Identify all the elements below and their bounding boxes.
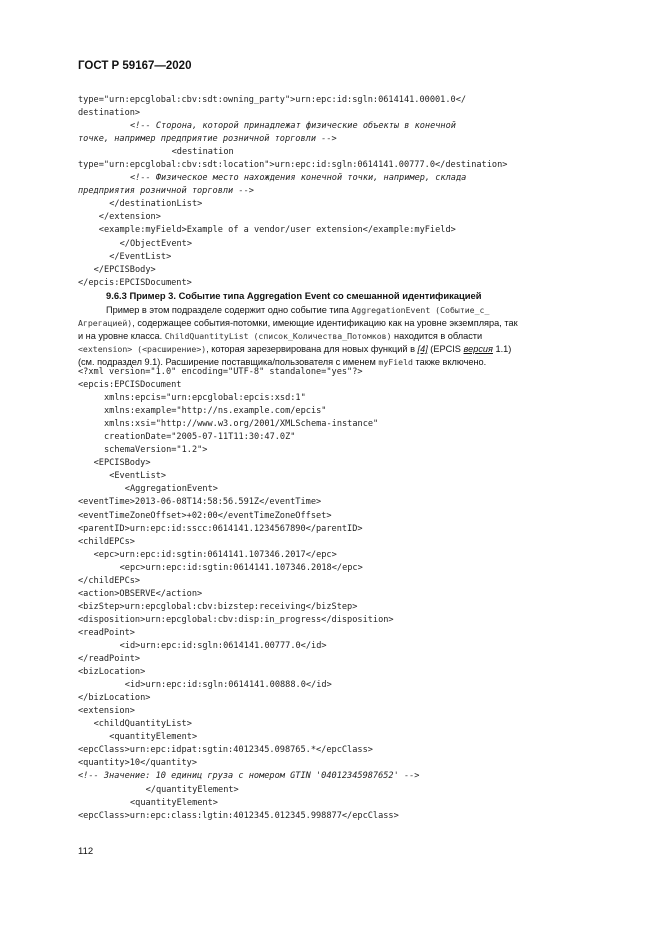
paragraph-line-2 (78, 317, 619, 330)
code-line: <!-- Сторона, которой принадлежат физические объекты в конечной (130, 121, 456, 132)
code-line: <childQuantityList> (93, 719, 192, 730)
inline-code: AggregationEvent (Событие_с_ (351, 305, 490, 315)
code-line: type="urn:epcglobal:cbv:sdt:owning_party">urn:epc:id:sgln:0614141.00001.0</ (78, 95, 467, 105)
code-line: <EPCISBody> (93, 458, 151, 469)
code-line: <readPoint> (78, 627, 135, 638)
code-line: <epc>urn:epc:id:sgtin:0614141.107346.2017</epc> (93, 549, 337, 560)
code-line: <id>urn:epc:id:sgln:0614141.00777.0</id> (119, 640, 327, 651)
code-block-2 (78, 366, 623, 823)
code-line: </childEPCs> (78, 575, 141, 586)
paragraph-line-4 (78, 343, 619, 356)
paragraph-text: также включено. (412, 357, 487, 367)
code-line: <eventTimeZoneOffset>+02:00</eventTimeZoneOffset> (78, 510, 332, 521)
code-line: </ObjectEvent> (119, 238, 193, 249)
section-title: 9.6.3 Пример 3. Событие типа Aggregation Event со смешанной идентификацией (106, 290, 482, 301)
code-line: destination> (78, 108, 141, 119)
code-line: <bizStep>urn:epcglobal:cbv:bizstep:receiving</bizStep> (78, 601, 358, 612)
code-line: <example:myField>Example of a vendor/user extension</example:myField> (98, 225, 456, 236)
paragraph-text: Пример в этом подразделе содержит одно событие типа (106, 305, 352, 315)
code-line: <destination (171, 147, 234, 158)
code-line: </quantityElement> (145, 784, 239, 795)
code-line: <epcClass>urn:epc:idpat:sgtin:4012345.098765.*</epcClass> (78, 745, 373, 756)
code-line: </EPCISBody> (93, 264, 156, 275)
document-header: ГОСТ Р 59167—2020 (78, 60, 192, 72)
code-line: <epc>urn:epc:id:sgtin:0614141.107346.2018</epc> (119, 562, 363, 573)
code-line: <!-- Физическое место нахождения конечной точки, например, склада (130, 173, 467, 184)
page-number: 112 (78, 846, 94, 857)
paragraph-line-3 (78, 330, 619, 343)
code-line: </EventList> (109, 251, 172, 262)
code-line: creationDate="2005-07-11T11:30:47.0Z" (104, 432, 296, 443)
code-line: </destinationList> (109, 199, 203, 210)
code-line: <EventList> (109, 471, 167, 482)
code-line: <parentID>urn:epc:id:sscc:0614141.1234567890</parentID> (78, 523, 363, 534)
code-line: <!-- Значение: 10 единиц груза с номером GTIN '04012345987652' --> (78, 771, 420, 782)
code-line: <epcis:EPCISDocument (78, 380, 182, 391)
code-line: xmlns:epcis="urn:epcglobal:epcis:xsd:1" (104, 393, 306, 404)
section-paragraph (78, 304, 619, 369)
inline-code: Агрегацией) (78, 318, 133, 328)
code-line: точке, например предприятие розничной торговли --> (78, 134, 337, 145)
code-line: <disposition>urn:epcglobal:cbv:disp:in_progress</disposition> (78, 614, 394, 625)
code-line: <action>OBSERVE</action> (78, 588, 203, 599)
paragraph-line-1 (78, 304, 619, 317)
code-line: <?xml version="1.0" encoding="UTF-8" standalone="yes"?> (78, 367, 363, 377)
code-line: <quantityElement> (109, 732, 198, 743)
version-link[interactable]: версия (463, 344, 493, 354)
inline-code: ChildQuantityList (список_Количества_Потомков) (164, 331, 392, 341)
code-line: <quantityElement> (130, 797, 218, 808)
paragraph-text: (см. подраздел 9.1). Расширение поставщика/пользователя с именем (78, 357, 379, 367)
code-line: </bizLocation> (78, 693, 151, 704)
code-line: <quantity>10</quantity> (78, 758, 197, 769)
code-line: <epcClass>urn:epc:class:lgtin:4012345.012345.998877</epcClass> (78, 810, 399, 821)
code-line: </epcis:EPCISDocument> (78, 277, 192, 288)
code-line: <id>urn:epc:id:sgln:0614141.00888.0</id> (124, 680, 332, 691)
paragraph-text: (EPCIS (427, 344, 464, 354)
code-line: </extension> (98, 212, 161, 223)
code-line: type="urn:epcglobal:cbv:sdt:location">urn:epc:id:sgln:0614141.00777.0</destination> (78, 160, 508, 171)
paragraph-text: находится в области (391, 331, 483, 341)
inline-code: <extension> (78, 344, 133, 354)
code-block-1 (78, 94, 623, 290)
code-line: schemaVersion="1.2"> (104, 445, 208, 456)
paragraph-text: , которая зарезервирована для новых функций в (206, 344, 418, 354)
paragraph-text: 1.1) (492, 344, 512, 354)
reference-link[interactable]: [4] (417, 344, 428, 354)
paragraph-text: и на уровне класса. (78, 331, 165, 341)
code-line: <bizLocation> (78, 667, 146, 678)
code-line: предприятия розничной торговли --> (78, 186, 254, 197)
code-line: xmlns:xsi="http://www.w3.org/2001/XMLSchema-instance" (104, 419, 379, 430)
code-line: xmlns:example="http://ns.example.com/epcis" (104, 406, 327, 417)
code-line: <eventTime>2013-06-08T14:58:56.591Z</eventTime> (78, 497, 322, 508)
paragraph-text: , содержащее события-потомки, имеющие идентификацию как на уровне экземпляра, так (132, 318, 518, 328)
code-line: <extension> (78, 706, 135, 717)
code-line: <childEPCs> (78, 536, 135, 547)
code-line: <AggregationEvent> (124, 484, 218, 495)
inline-code: (<расширение>) (132, 344, 207, 354)
code-line: </readPoint> (78, 654, 141, 665)
inline-code: myField (378, 357, 413, 367)
